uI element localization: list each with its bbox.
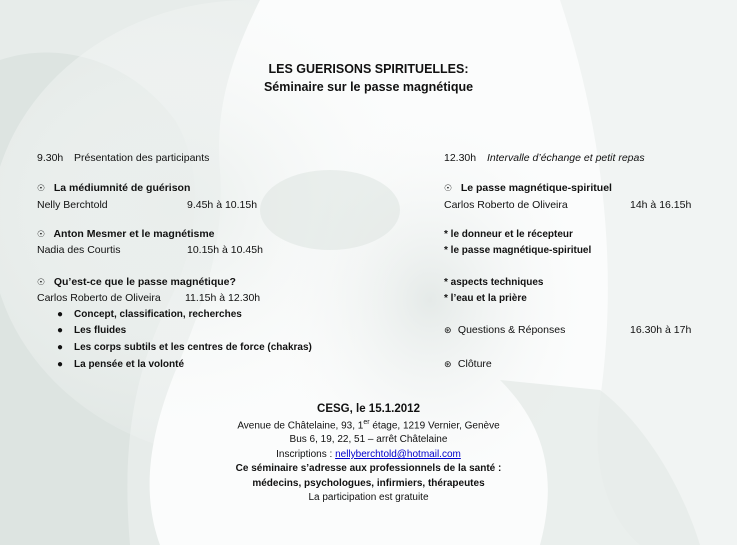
- list-item: Les corps subtils et les centres de force (chakras): [74, 342, 312, 353]
- topic-item-1: * le donneur et le récepteur: [444, 229, 573, 240]
- session-1-speaker: Nelly Berchtold: [37, 199, 108, 211]
- address-superscript: er: [363, 419, 370, 426]
- session-2-title: [37, 228, 215, 240]
- sun-icon: ☉: [444, 183, 453, 193]
- asterisk-circle-icon: ⊛: [444, 359, 452, 369]
- page-title: LES GUERISONS SPIRITUELLES:: [268, 62, 469, 76]
- break-text: Intervalle d’échange et petit repas: [487, 152, 645, 164]
- qa-time: 16.30h à 17h: [630, 324, 692, 336]
- session-2-speaker: Nadia des Courtis: [37, 244, 121, 256]
- page-subtitle: Séminaire sur le passe magnétique: [263, 80, 474, 94]
- topic-item-4: * l’eau et la prière: [444, 293, 527, 304]
- free-participation: La participation est gratuite: [308, 492, 429, 503]
- address-part-2: étage, 1219 Vernier, Genève: [369, 420, 500, 432]
- list-item: Les fluides: [74, 325, 127, 336]
- email-link[interactable]: nellyberchtold@hotmail.com: [335, 449, 461, 460]
- topic-item-2: * le passe magnétique-spirituel: [444, 245, 592, 256]
- session-2-title-text: Anton Mesmer et le magnétisme: [53, 228, 215, 240]
- session-3-title-text: Qu’est-ce que le passe magnétique?: [53, 276, 236, 288]
- qa-text: Questions & Réponses: [457, 324, 566, 336]
- bullet-icon: ●: [57, 325, 64, 336]
- list-item: Concept, classification, recherches: [74, 309, 242, 320]
- bullet-icon: ●: [57, 342, 64, 353]
- list-item: La pensée et la volonté: [74, 359, 185, 370]
- session-4-title-text: Le passe magnétique-spirituel: [460, 182, 612, 194]
- session-3-title: [37, 276, 236, 288]
- session-1-title: [37, 182, 190, 194]
- address-part-1: Avenue de Châtelaine, 93, 1: [237, 420, 364, 432]
- qa-row: [444, 324, 565, 336]
- session-4-time: 14h à 16.15h: [630, 199, 692, 211]
- bullet-icon: ●: [57, 359, 64, 370]
- session-4-title: [444, 182, 612, 194]
- bullet-icon: ●: [57, 309, 64, 320]
- session-4-speaker: Carlos Roberto de Oliveira: [444, 199, 568, 211]
- intro-time: 9.30h: [37, 152, 64, 164]
- sun-icon: ☉: [37, 277, 46, 287]
- session-3-time: 11.15h à 12.30h: [185, 292, 261, 304]
- break-time: 12.30h: [444, 152, 477, 164]
- closing-text: Clôture: [457, 358, 492, 370]
- asterisk-circle-icon: ⊛: [444, 325, 452, 335]
- closing-row: [444, 358, 492, 370]
- session-1-time: 9.45h à 10.15h: [187, 199, 258, 211]
- session-2-time: 10.15h à 10.45h: [187, 244, 263, 256]
- audience-line-2: médecins, psychologues, infirmiers, thérapeutes: [252, 478, 485, 489]
- org-date: CESG, le 15.1.2012: [317, 403, 420, 415]
- session-3-speaker: Carlos Roberto de Oliveira: [37, 292, 161, 304]
- sun-icon: ☉: [37, 183, 46, 193]
- session-1-title-text: La médiumnité de guérison: [53, 182, 191, 194]
- inscriptions-label: Inscriptions :: [276, 449, 336, 460]
- inscriptions: [0, 449, 737, 460]
- sun-icon: ☉: [37, 229, 46, 239]
- topic-item-3: * aspects techniques: [444, 277, 544, 288]
- bus-info: Bus 6, 19, 22, 51 – arrêt Châtelaine: [289, 434, 448, 445]
- intro-text: Présentation des participants: [74, 152, 210, 164]
- address: [0, 419, 737, 431]
- audience-line-1: Ce séminaire s’adresse aux professionnels de la santé :: [235, 463, 502, 474]
